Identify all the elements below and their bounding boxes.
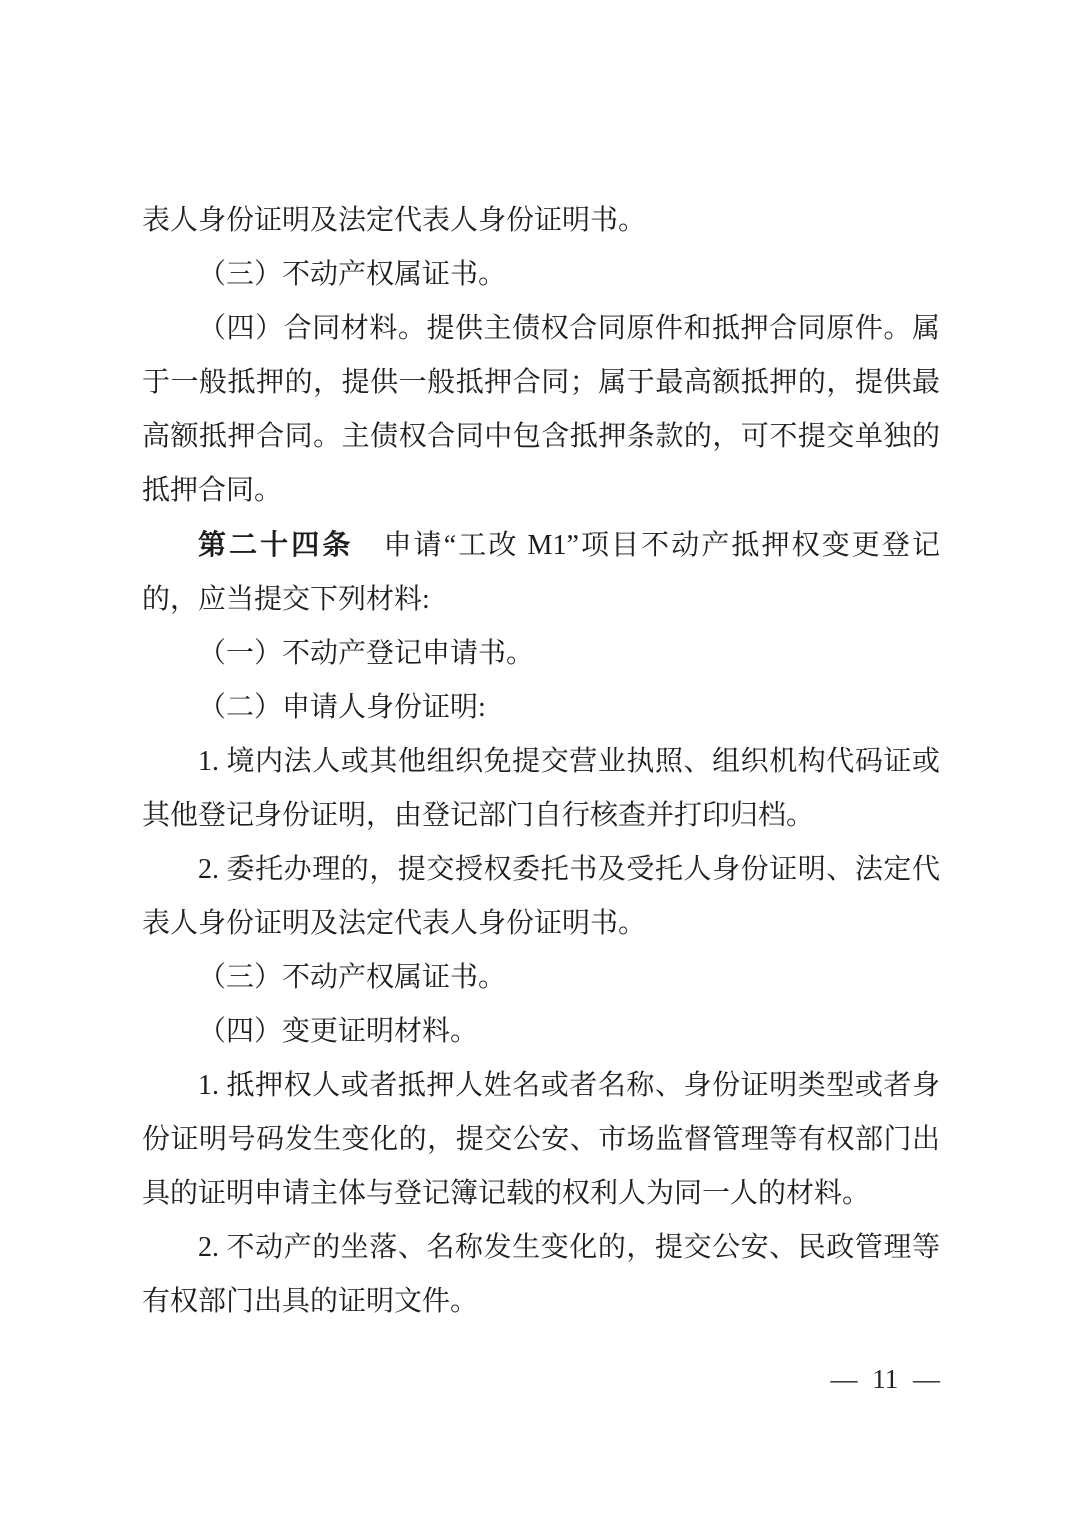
paragraph-continuation: 表人身份证明及法定代表人身份证明书。 [142,205,647,236]
paragraph-subitem-1-name-change: 1. 抵押权人或者抵押人姓名或者名称、身份证明类型或者身份证明号码发生变化的，提交公安、市场监督管理等有权部门出具的证明申请主体与登记簿记载的权利人为同一人的材料。 [142,1070,940,1209]
paragraph-subitem-2-entrusted: 2. 委托办理的，提交授权委托书及受托人身份证明、法定代表人身份证明及法定代表人身份证明书。 [142,854,940,939]
article-number: 第二十四条 [198,529,354,560]
paragraph-item-one: （一）不动产登记申请书。 [198,638,535,669]
paragraph-subitem-1-domestic: 1. 境内法人或其他组织免提交营业执照、组织机构代码证或其他登记身份证明，由登记部门自行核查并打印归档。 [142,746,940,831]
paragraph-item-four-change-proof: （四）变更证明材料。 [198,1016,479,1047]
paragraph-item-three-certificate: （三）不动产权属证书。 [198,962,507,993]
document-body [142,194,940,1329]
paragraph-item-three: （三）不动产权属证书。 [198,259,507,290]
paragraph-article-24 [142,518,940,627]
page-number: — 11 — [830,1364,940,1394]
page-footer [142,1363,940,1395]
paragraph-subitem-2-location-change: 2. 不动产的坐落、名称发生变化的，提交公安、民政管理等有权部门出具的证明文件。 [142,1232,940,1317]
article-text: 申请“工改 M1”项目不动产抵押权变更登记的，应当提交下列材料: [142,530,940,615]
paragraph-item-two: （二）申请人身份证明: [198,692,486,723]
paragraph-item-four-contracts: （四）合同材料。提供主债权合同原件和抵押合同原件。属于一般抵押的，提供一般抵押合同；属于最高额抵押的，提供最高额抵押合同。主债权合同中包含抵押条款的，可不提交单独的抵押合同。 [142,313,940,506]
